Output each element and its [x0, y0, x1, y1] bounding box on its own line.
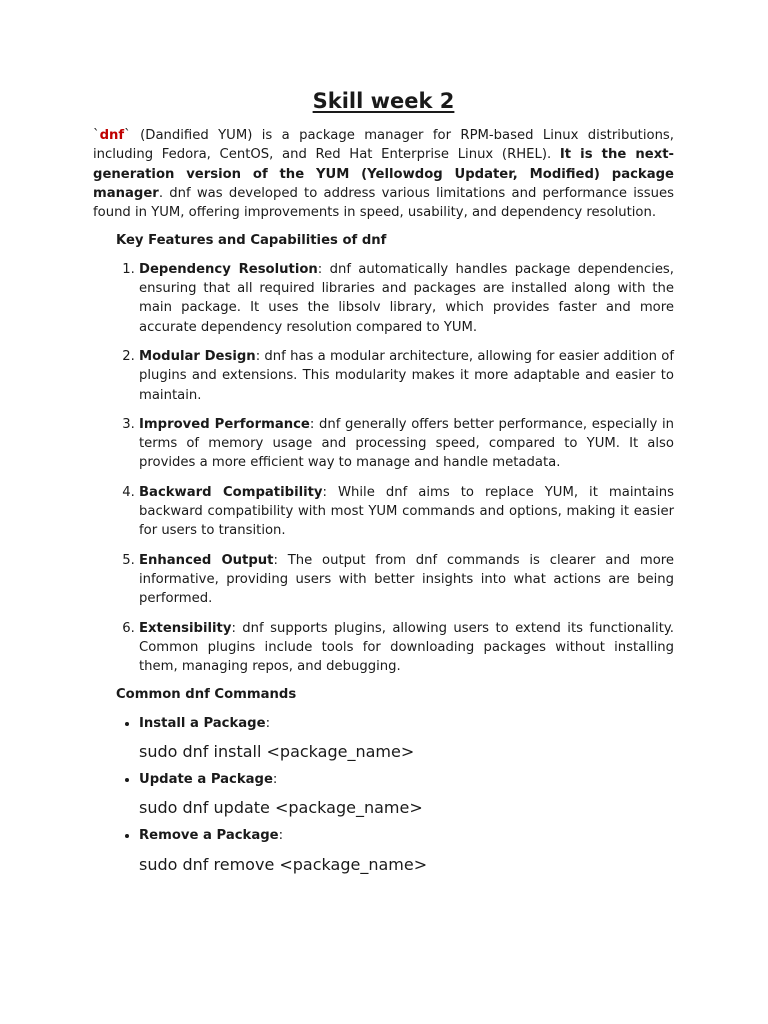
feature-title: Enhanced Output: [139, 552, 274, 568]
backtick-open: `: [93, 128, 100, 143]
command-colon: :: [265, 715, 271, 731]
command-colon: :: [278, 828, 284, 844]
commands-list: [93, 826, 674, 845]
command-title: Update a Package: [139, 772, 273, 788]
command-item: [139, 826, 674, 845]
command-item: [139, 770, 674, 789]
feature-title: Improved Performance: [139, 416, 310, 432]
features-heading: Key Features and Capabilities of dnf: [116, 233, 387, 249]
command-text: sudo dnf install <package_name>: [139, 742, 415, 762]
commands-list: [93, 770, 674, 789]
feature-text: : While dnf aims to replace YUM, it maintains backward compatibility with most YUM commands and options, making it easier for users to transition.: [139, 484, 674, 539]
backtick-close: `: [124, 128, 131, 143]
commands-list: [93, 714, 674, 733]
commands-heading: Common dnf Commands: [116, 687, 297, 703]
feature-title: Backward Compatibility: [139, 484, 323, 500]
feature-text: : dnf has a modular architecture, allowing for easier addition of plugins and extensions. This modularity makes it more adaptable and easier to maintain.: [139, 348, 674, 403]
command-title: Remove a Package: [139, 828, 279, 844]
features-list: [93, 260, 674, 677]
feature-text: : dnf generally offers better performance, especially in terms of memory usage and processing speed, compared to YUM. It also provides a more efficient way to manage and handle metadata.: [139, 416, 674, 471]
intro-paragraph: [93, 126, 674, 222]
feature-title: Modular Design: [139, 348, 256, 364]
intro-text-2: . dnf was developed to address various limitations and performance issues found in YUM, offering improvements in speed, usability, and dependency resolution.: [93, 185, 674, 221]
intro-text-1: (Dandified YUM) is a package manager for RPM-based Linux distributions, including Fedora, CentOS, and Red Hat Enterprise Linux (RHEL).: [93, 128, 674, 163]
intro-bold-text: It is the next-generation version of the YUM (Yellowdog Updater, Modified) package manager: [93, 147, 674, 201]
command-text: sudo dnf update <package_name>: [139, 798, 423, 818]
feature-title: Extensibility: [139, 620, 232, 636]
feature-text: : dnf automatically handles package dependencies, ensuring that all required libraries and packages are installed along with the main package. It uses the libsolv library, which provides faster and more accurate dependency resolution compared to YUM.: [139, 261, 674, 335]
feature-text: : The output from dnf commands is clearer and more informative, providing users with better insights into what actions are being performed.: [139, 552, 675, 607]
feature-text: : dnf supports plugins, allowing users to extend its functionality. Common plugins include tools for downloading packages without installing them, managing repos, and debugging.: [139, 620, 674, 675]
feature-title: Dependency Resolution: [139, 261, 318, 277]
feature-item: [139, 551, 674, 609]
feature-item: [139, 483, 674, 541]
page-title: Skill week 2: [312, 89, 455, 113]
feature-item: [139, 619, 674, 677]
command-colon: :: [272, 772, 278, 788]
feature-item: [139, 347, 674, 405]
code-name-dnf: dnf: [99, 128, 125, 143]
command-item: [139, 714, 674, 733]
feature-item: [139, 415, 674, 473]
feature-item: [139, 260, 674, 337]
command-text: sudo dnf remove <package_name>: [139, 854, 428, 874]
command-title: Install a Package: [139, 715, 266, 731]
